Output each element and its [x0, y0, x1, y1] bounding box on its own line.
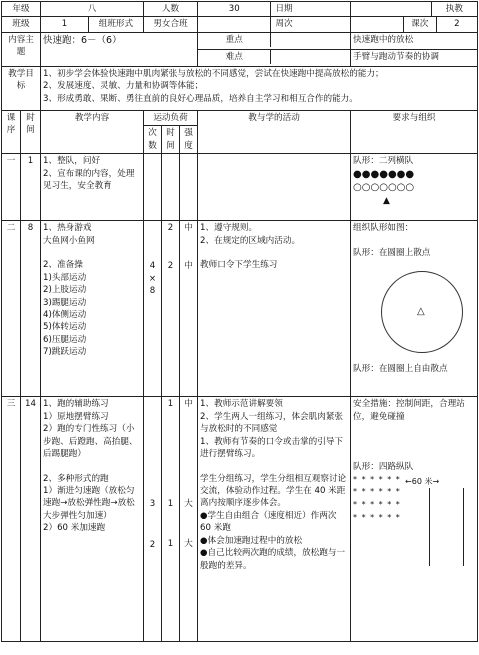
start-line — [429, 488, 430, 566]
content-line: 1）原地摆臂练习 — [43, 411, 109, 422]
intensity-value: 中 — [184, 260, 193, 271]
col-intensity: 强度 — [180, 126, 198, 154]
activity-line: 2、学生两人一组练习，体会肌肉紧张与放松时的不同感觉 — [200, 411, 344, 435]
content-line: 2)上肢运动 — [43, 285, 87, 296]
topic-value: 快速跑：6－（6） — [41, 32, 198, 66]
diff-value: 手臂与跑动节奏的协调 — [351, 49, 478, 66]
content-line: 1）渐进匀速跑（放松匀速跑→放松弹性跑→放松大步弹性匀加速） — [43, 485, 135, 521]
col-load: 运动负荷 — [144, 110, 198, 125]
requirement-line: 队形：二列横队 — [353, 156, 414, 167]
content-line: 7)跳跃运动 — [43, 347, 87, 358]
content-line: 大鱼网小鱼网 — [43, 235, 95, 246]
activity-line: 1、教师有节奏的口令或击掌的引导下进行摆臂练习。 — [200, 436, 344, 460]
teacher-marker-icon: ▲ — [383, 195, 390, 206]
week-value — [351, 17, 403, 31]
form-label: 组班形式 — [98, 19, 134, 30]
section-2-count — [144, 221, 162, 397]
duration-value: 1 — [167, 399, 174, 410]
period-value: 2 — [454, 19, 460, 30]
col-activity: 教与学的活动 — [198, 110, 351, 153]
activity-line: 教师口令下学生练习 — [200, 260, 278, 271]
form-spacer — [198, 17, 271, 31]
col-requirements: 要求与组织 — [351, 110, 478, 153]
intensity-value: 中 — [184, 399, 193, 410]
teacher-triangle-icon: △ — [417, 306, 425, 318]
goals-label: 教学目标 — [2, 66, 41, 110]
form-value: 男女合班 — [144, 17, 198, 32]
diff-spacer — [271, 50, 350, 64]
formation-row: * * * * * * — [353, 487, 401, 497]
goal-item: 3、形成勇敢、果断、勇往直前的良好心理品质，培养自主学习和相互合作的能力。 — [43, 93, 358, 104]
goals-text — [41, 66, 478, 110]
week-cell — [198, 17, 351, 32]
section-3-order: 三 — [2, 397, 21, 642]
teacher-cell — [351, 2, 478, 17]
duration-value: 2 — [167, 223, 174, 234]
date-value — [351, 2, 431, 16]
section-3-activity — [198, 397, 351, 642]
section-1-count — [144, 154, 162, 221]
section-1-content — [41, 154, 144, 221]
circle-formation — [381, 271, 463, 353]
count-value: 8 — [149, 286, 156, 297]
formation-row: * * * * * * — [353, 513, 401, 523]
content-line: 1、整队，问好 — [43, 156, 101, 167]
grade-label: 年级 — [2, 2, 41, 17]
section-1-time: 1 — [21, 154, 41, 221]
diff-label: 难点 — [198, 50, 271, 64]
count-value: 3 — [149, 499, 156, 510]
requirement-line: 队形：在圆圈上自由散点 — [353, 364, 448, 375]
section-3-requirements — [351, 397, 478, 642]
key-value-a — [271, 33, 350, 47]
grade-value: 八 — [41, 2, 144, 17]
intensity-value: 大 — [184, 539, 193, 550]
section-1-intensity — [180, 154, 198, 221]
count-date-cell — [198, 2, 351, 17]
period-label: 课次 — [403, 17, 436, 31]
formation-row-students-2: ○○○○○○○ — [353, 182, 415, 194]
section-3-intensity — [180, 397, 198, 642]
key-label: 重点 — [198, 33, 271, 47]
section-2-order: 二 — [2, 221, 21, 397]
count-value: 2 — [149, 539, 156, 550]
activity-line: 2、在规定的区域内活动。 — [200, 235, 301, 246]
goal-item: 1、初步学会体验快速跑中肌肉紧张与放松的不同感觉，尝试在快速跑中提高放松的能力； — [43, 68, 384, 79]
formation-row: * * * * * * — [353, 474, 401, 484]
content-line: 6)压腿运动 — [43, 334, 87, 345]
requirement-line: 安全措施：控制间距，合理站位，避免碰撞 — [353, 399, 465, 422]
diff-cell — [198, 49, 351, 66]
content-line: 2）60 米加速跑 — [43, 523, 106, 534]
content-line: 1、跑的辅助练习 — [43, 399, 109, 410]
activity-line: ●自己比较两次跑的成绩，放松跑与一般跑的差异。 — [200, 548, 346, 571]
section-3-count — [144, 397, 162, 642]
content-line: 1)头部运动 — [43, 272, 87, 283]
teacher-label: 执教 — [445, 4, 463, 14]
section-3-content — [41, 397, 144, 642]
content-line: 2、宣布课的内容，处理见习生，安全教育 — [43, 168, 135, 192]
section-1-activity — [198, 154, 351, 221]
week-label: 周次 — [275, 19, 293, 30]
key-cell — [198, 32, 351, 49]
section-2-requirements — [351, 221, 478, 397]
column-formation — [353, 474, 475, 566]
col-count: 次数 — [144, 126, 162, 154]
count-times: × — [148, 273, 157, 284]
section-2-activity — [198, 221, 351, 397]
section-1-requirements — [351, 154, 478, 221]
activity-line: 1、教师示范讲解要领 — [200, 399, 283, 410]
col-duration: 时间 — [162, 126, 180, 154]
section-3-time: 14 — [21, 397, 41, 642]
duration-value: 1 — [167, 539, 174, 550]
content-line: 3)踢腿运动 — [43, 297, 87, 308]
section-2-content — [41, 221, 144, 397]
col-time: 时间 — [21, 110, 41, 153]
section-2-duration — [162, 221, 180, 397]
content-line: 2）跑的专门性练习（小步跑、后蹬跑、高抬腿、后踢腿跑） — [43, 424, 138, 460]
content-line: 5)体转运动 — [43, 322, 87, 333]
intensity-value: 中 — [184, 223, 193, 234]
date-label: 日期 — [275, 4, 293, 14]
count-label: 人数 — [144, 2, 198, 17]
duration-value: 1 — [167, 498, 174, 509]
activity-line: 学生分组练习，学生分组相互观察讨论交流，体验动作过程。学生在 40 米距离内按顺序逐步体会。 — [200, 473, 347, 509]
content-line: 2、准备操 — [43, 260, 83, 271]
content-line: 1、热身游戏 — [43, 223, 92, 234]
activity-line: ●体会加速跑过程中的放松 — [200, 535, 303, 546]
section-2-time: 8 — [21, 221, 41, 397]
count-value: 30 — [198, 2, 271, 16]
section-1-order: 一 — [2, 154, 21, 221]
class-form-cell — [41, 17, 144, 32]
requirement-line: 队形：在圆圈上散点 — [353, 247, 431, 258]
requirement-line: 组织队形如图： — [353, 223, 414, 234]
section-2-intensity — [180, 221, 198, 397]
distance-label: 60 米 — [411, 476, 433, 486]
requirement-line: 队形：四路纵队 — [353, 462, 414, 473]
section-3-duration — [162, 397, 180, 642]
class-label: 班级 — [2, 17, 41, 32]
content-line: 2、多种形式的跑 — [43, 473, 109, 484]
intensity-value: 大 — [184, 498, 193, 509]
formation-row-students: ●●●●●●● — [353, 168, 415, 180]
formation-row: * * * * * * — [353, 500, 401, 510]
key-value: 快速跑中的放松 — [351, 32, 478, 49]
section-1-duration — [162, 154, 180, 221]
goal-item: 2、发展速度、灵敏、力量和协调等体能； — [43, 81, 204, 92]
activity-line: 1、遵守规则。 — [200, 223, 258, 234]
topic-label: 内容主题 — [2, 32, 41, 66]
col-content: 教学内容 — [41, 110, 144, 153]
activity-line: ●学生自由组合（速度相近）作两次 60 米跑 — [200, 510, 337, 534]
count-value: 4 — [149, 261, 156, 272]
distance-arrow: ←60 米→ — [405, 476, 440, 486]
duration-value: 2 — [167, 260, 174, 271]
finish-line — [463, 488, 464, 566]
period-cell — [351, 17, 478, 32]
lesson-plan-table — [1, 1, 478, 642]
col-order: 课序 — [2, 110, 21, 153]
content-line: 4)体侧运动 — [43, 309, 87, 320]
class-value: 1 — [41, 17, 88, 31]
